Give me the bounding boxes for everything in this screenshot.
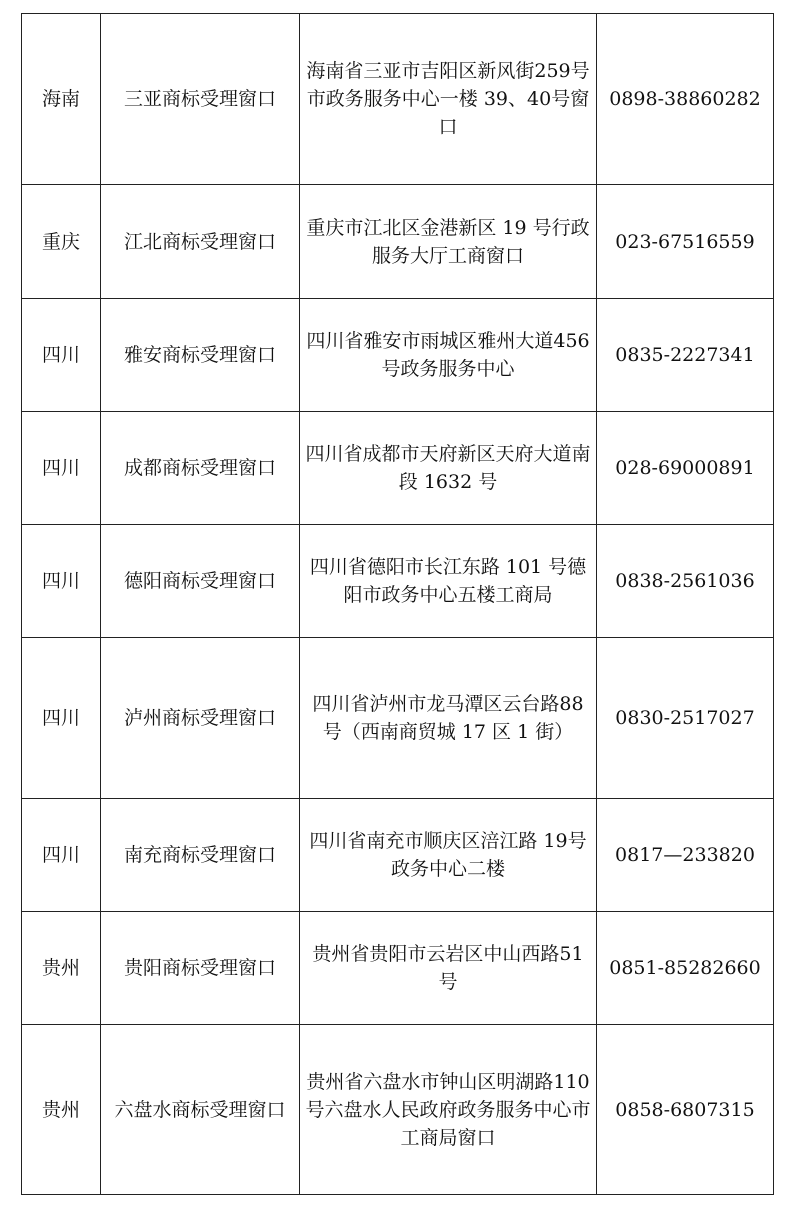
province-cell: 四川	[22, 525, 101, 638]
window-name-cell: 六盘水商标受理窗口	[101, 1025, 300, 1195]
address-cell: 四川省德阳市长江东路 101 号德阳市政务中心五楼工商局	[300, 525, 597, 638]
table-row	[22, 14, 774, 185]
window-name-cell: 泸州商标受理窗口	[101, 638, 300, 799]
window-name-cell: 南充商标受理窗口	[101, 799, 300, 912]
address-cell: 四川省成都市天府新区天府大道南段 1632 号	[300, 412, 597, 525]
address-cell: 四川省泸州市龙马潭区云台路88 号（西南商贸城 17 区 1 街）	[300, 638, 597, 799]
phone-cell: 028-69000891	[597, 412, 774, 525]
table-row	[22, 412, 774, 525]
window-name-cell: 江北商标受理窗口	[101, 185, 300, 299]
phone-cell: 0817—233820	[597, 799, 774, 912]
window-name-cell: 雅安商标受理窗口	[101, 299, 300, 412]
window-name-cell: 成都商标受理窗口	[101, 412, 300, 525]
address-cell: 贵州省贵阳市云岩区中山西路51 号	[300, 912, 597, 1025]
phone-cell: 0830-2517027	[597, 638, 774, 799]
province-cell: 四川	[22, 799, 101, 912]
window-name-cell: 德阳商标受理窗口	[101, 525, 300, 638]
table-row	[22, 299, 774, 412]
phone-cell: 0898-38860282	[597, 14, 774, 185]
table-row	[22, 799, 774, 912]
window-name-cell: 贵阳商标受理窗口	[101, 912, 300, 1025]
province-cell: 四川	[22, 299, 101, 412]
province-cell: 贵州	[22, 1025, 101, 1195]
province-cell: 四川	[22, 412, 101, 525]
province-cell: 贵州	[22, 912, 101, 1025]
phone-cell: 0835-2227341	[597, 299, 774, 412]
phone-cell: 0838-2561036	[597, 525, 774, 638]
address-cell: 海南省三亚市吉阳区新风街259号市政务服务中心一楼 39、40号窗口	[300, 14, 597, 185]
address-cell: 贵州省六盘水市钟山区明湖路110 号六盘水人民政府政务服务中心市工商局窗口	[300, 1025, 597, 1195]
address-cell: 四川省雅安市雨城区雅州大道456 号政务服务中心	[300, 299, 597, 412]
table-row	[22, 1025, 774, 1195]
table-row	[22, 185, 774, 299]
phone-cell: 023-67516559	[597, 185, 774, 299]
province-cell: 海南	[22, 14, 101, 185]
table-row	[22, 638, 774, 799]
phone-cell: 0858-6807315	[597, 1025, 774, 1195]
trademark-window-table	[21, 13, 774, 1195]
address-cell: 四川省南充市顺庆区涪江路 19号政务中心二楼	[300, 799, 597, 912]
table-row	[22, 912, 774, 1025]
province-cell: 四川	[22, 638, 101, 799]
window-name-cell: 三亚商标受理窗口	[101, 14, 300, 185]
table-row	[22, 525, 774, 638]
address-cell: 重庆市江北区金港新区 19 号行政服务大厅工商窗口	[300, 185, 597, 299]
province-cell: 重庆	[22, 185, 101, 299]
phone-cell: 0851-85282660	[597, 912, 774, 1025]
